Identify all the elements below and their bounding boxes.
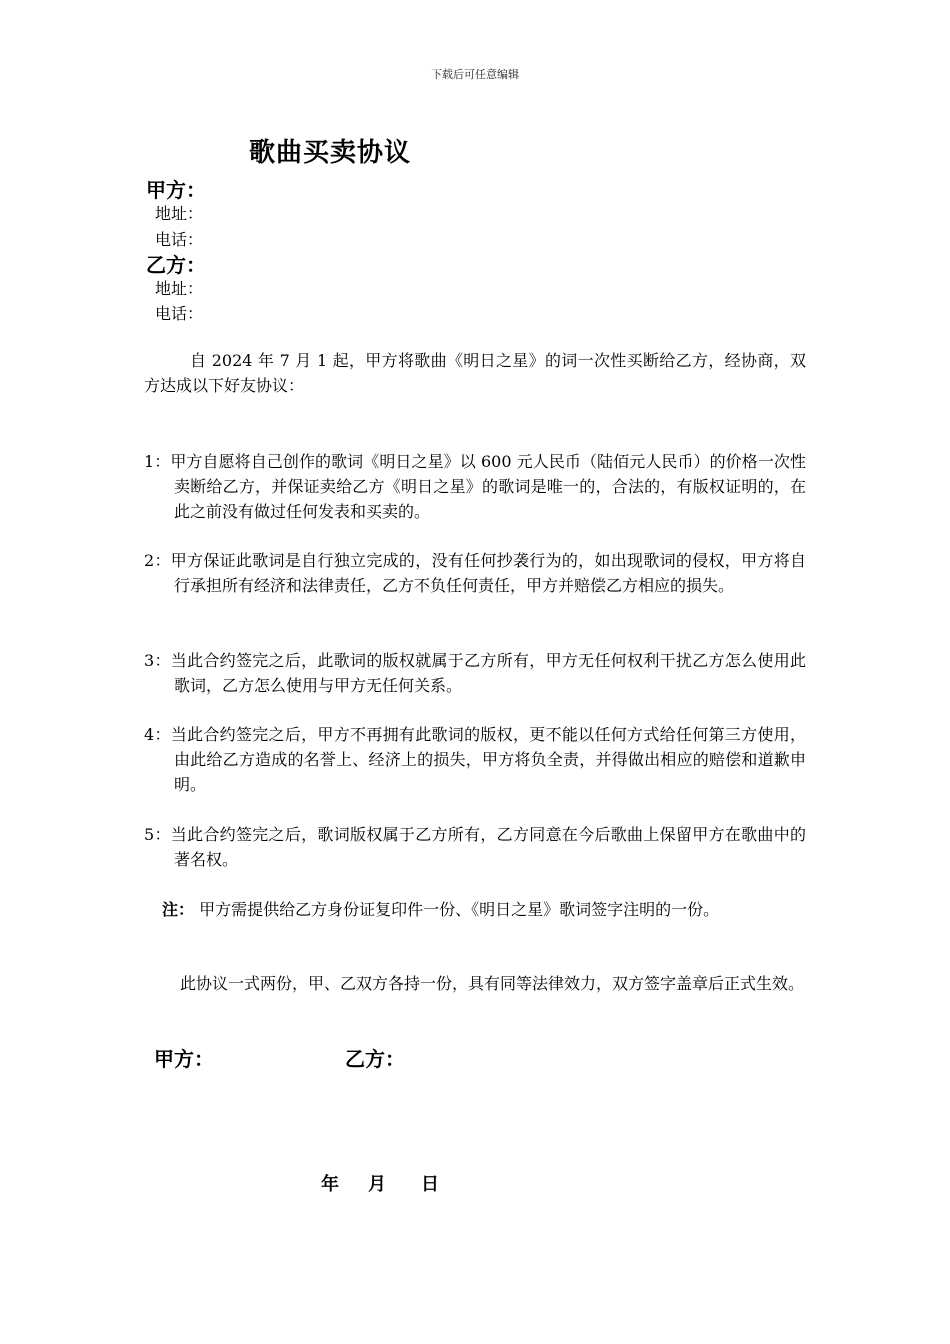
document-title: 歌曲买卖协议: [249, 138, 412, 168]
date-year: 年: [321, 1174, 339, 1195]
clause-item: 3：当此合约签完之后，此歌词的版权就属于乙方所有，甲方无任何权利干扰乙方怎么使用此歌词，乙方怎么使用与甲方无任何关系。: [144, 651, 806, 695]
clause-item: 4：当此合约签完之后，甲方不再拥有此歌词的版权，更不能以任何方式给任何第三方使用，由此给乙方造成的名誉上、经济上的损失，甲方将负全责，并得做出相应的赔偿和道歉申明。: [144, 725, 806, 794]
signature-party-b: 乙方：: [345, 1047, 405, 1071]
party-a-address-label: 地址：: [155, 204, 204, 223]
clause-item: 1：甲方自愿将自己创作的歌词《明日之星》以 600 元人民币（陆佰元人民币）的价格一次性卖断给乙方，并保证卖给乙方《明日之星》的歌词是唯一的，合法的，有版权证明的，在此之前没有做过任何发表和买卖的。: [144, 452, 806, 521]
closing-paragraph: 此协议一式两份，甲、乙双方各持一份，具有同等法律效力，双方签字盖章后正式生效。: [180, 974, 805, 993]
clause-item: 5：当此合约签完之后，歌词版权属于乙方所有，乙方同意在今后歌曲上保留甲方在歌曲中的著名权。: [144, 825, 806, 869]
date-day: 日: [421, 1174, 439, 1195]
note-label: 注：: [162, 900, 195, 919]
signature-party-a: 甲方：: [154, 1047, 214, 1071]
clause-item: 2：甲方保证此歌词是自行独立完成的，没有任何抄袭行为的，如出现歌词的侵权，甲方将自行承担所有经济和法律责任，乙方不负任何责任，甲方并赔偿乙方相应的损失。: [144, 551, 806, 595]
date-month: 月: [368, 1174, 386, 1195]
intro-paragraph: 自 2024 年 7 月 1 起，甲方将歌曲《明日之星》的词一次性买断给乙方，经协商，双方达成以下好友协议：: [144, 351, 806, 395]
party-b-heading: 乙方：: [146, 253, 206, 277]
date-line: [321, 1170, 439, 1196]
party-a-heading: 甲方：: [146, 178, 206, 202]
party-b-phone-label: 电话：: [155, 304, 204, 323]
header-note: 下载后可任意编辑: [431, 68, 519, 81]
party-b-address-label: 地址：: [155, 279, 204, 298]
party-a-phone-label: 电话：: [155, 230, 204, 249]
note-text: 甲方需提供给乙方身份证复印件一份、《明日之星》歌词签字注明的一份。: [194, 900, 720, 919]
note-paragraph: [144, 897, 806, 922]
